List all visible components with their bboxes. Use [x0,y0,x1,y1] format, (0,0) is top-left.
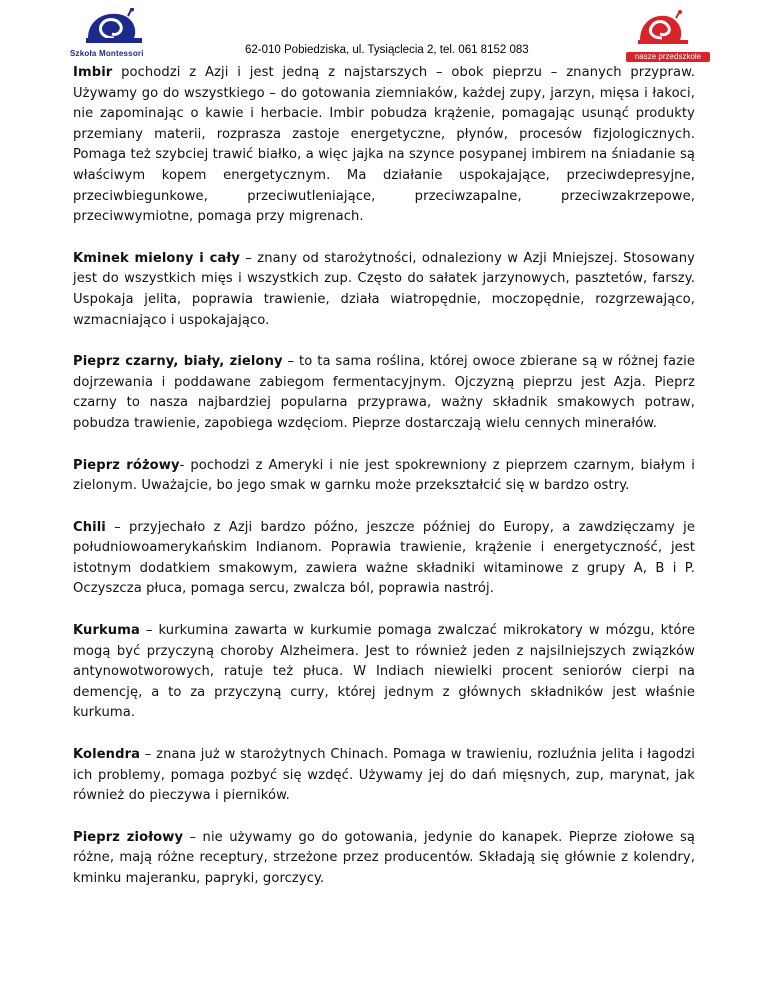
montessori-school-logo [70,8,180,62]
spice-term: Pieprz ziołowy [73,829,184,845]
spice-description: – nie używamy go do gotowania, jedynie do kanapek. Pieprze ziołowe są różne, mają różne receptury, strzeżone przez producentów. Składają się głównie z kolendry, kminku majeranku, papryki, gorczycy. [73,829,696,886]
school-name: Szkoła Montessori [70,49,144,58]
spice-term: Kminek mielony i cały [73,250,240,266]
spice-description: - pochodzi z Ameryki i nie jest spokrewniony z pieprzem czarnym, białym i zielonym. Uważajcie, bo jego smak w garnku może przekształcić się w bardzo ostry. [73,457,695,494]
preschool-logo [618,10,708,64]
spice-description: – kurkumina zawarta w kurkumie pomaga zwalczać mikrokatory w mózgu, które mogą być przyczyną choroby Alzheimera. Jest to również jeden z najsilniejszych związków antynowotworowych, ratuje też płuca. W Indiach niewielki procent seniorów cierpi na demencję, a to za przyczyną curry, której jednym z głównych składników jest właśnie kurkuma. [73,623,695,721]
spice-term: Pieprz czarny, biały, zielony [73,354,283,370]
spice-term: Chili [73,519,106,535]
red-snail-logo-icon [636,10,690,50]
spice-term: Imbir [73,65,113,80]
paragraph-imbir [73,63,695,228]
paragraph-pieprz [73,352,695,434]
snail-logo-icon [84,8,144,50]
letterhead [0,0,768,66]
spice-description: – to ta sama roślina, której owoce zbierane są w różnej fazie dojrzewania i poddawane zabiegom fermentacyjnym. Ojczyzną pieprzu jest Azja. Pieprz czarny to nasza najbardziej popularna przyprawa, ważny składnik smakowych potraw, pobudza trawienie, zapobiega wzdęciom. Pieprze dostarczają wielu cennych minerałów. [73,354,695,431]
spice-description: pochodzi z Azji i jest jedną z najstarszych – obok pieprzu – znanych przypraw. Używamy go do wszystkiego – do gotowania ziemniaków, każdej zupy, jarzyn, mięsa i łakoci, nie zapominając o kawie i herbacie. Imbir pobudza krążenie, pomagając usunąć produkty przemiany materii, rozprasza zastoje energetyczne, płynów, procesów fizjologicznych. Pomaga też szybciej trawić białko, a więc jajka na szynce posypanej imbirem na śniadanie są właściwym kopem energetycznym. Ma działanie uspokajające, przeciwdepresyjne, przeciwbiegunkowe, przeciwutleniające, przeciwzapalne, przeciwzakrzepowe, przeciwwymiotne, pomaga przy migrenach. [73,65,695,225]
spices-article [73,63,695,911]
paragraph-pieprz-rozowy [73,456,695,497]
spice-description: – przyjechało z Azji bardzo późno, jeszcze później do Europy, a zawdzięczamy je południowoamerykańskim Indianom. Poprawia trawienie, krążenie i energetyczność, jest istotnym dodatkiem smakowym, zawiera ważne składniki witaminowe z grupy A, B i P. Oczyszcza płuca, pomaga sercu, zwalcza ból, poprawia nastrój. [73,519,695,597]
spice-description: – znany od starożytności, odnaleziony w Azji Mniejszej. Stosowany jest do wszystkich mięs i wszystkich zup. Często do sałatek jarzynowych, pasztetów, farszy. Uspokaja jelita, poprawia trawienie, działa wiatropędnie, moczopędnie, rozgrzewająco, wzmacniająco i uspokajająco. [73,250,695,328]
paragraph-chili [73,518,695,600]
paragraph-kminek [73,249,695,331]
spice-term: Kolendra [73,747,141,763]
spice-description: – znana już w starożytnych Chinach. Pomaga w trawieniu, rozluźnia jelita i łagodzi ich problemy, pomaga pozbyć się wzdęć. Używamy jej do dań mięsnych, zup, marynat, jak również do pieczywa i pierników. [73,747,695,804]
spice-term: Kurkuma [73,623,140,639]
address-line: 62-010 Pobiedziska, ul. Tysiąclecia 2, tel. 061 8152 083 [245,44,529,56]
paragraph-kolendra [73,745,695,807]
paragraph-kurkuma [73,621,695,724]
preschool-name: nasze przedszkole [626,52,710,62]
spice-term: Pieprz różowy [73,457,180,473]
paragraph-pieprz-ziolowy [73,828,695,890]
